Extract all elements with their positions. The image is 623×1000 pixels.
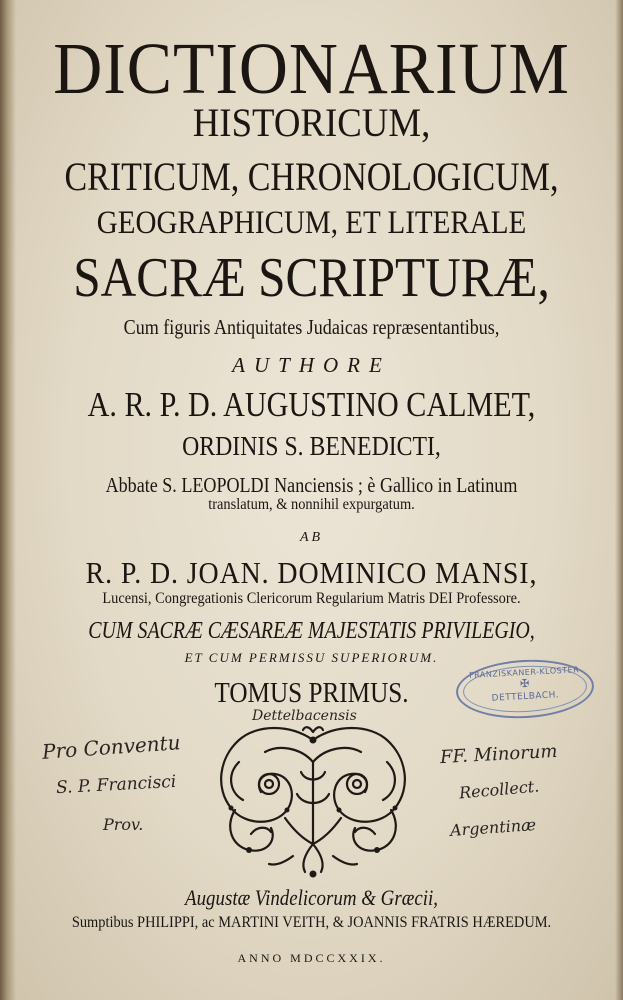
imprint-place: Augustæ Vindelicorum & Græcii, <box>185 885 438 910</box>
handwritten-left-2: S. P. Francisci <box>55 771 177 799</box>
handwritten-left-1: Pro Conventu <box>41 730 182 764</box>
title-line-2: HISTORICUM, <box>192 100 431 145</box>
author-order: ORDINIS S. BENEDICTI, <box>182 431 441 461</box>
binding-shadow-left <box>0 0 16 1000</box>
handwritten-dettelbacensis: Dettelbacensis <box>252 708 357 724</box>
permission-line: ET CUM PERMISSU SUPERIORUM. <box>184 650 439 665</box>
handwritten-right-2: Recollect. <box>458 776 540 803</box>
privilege-line: CUM SACRÆ CÆSAREÆ MAJESTATIS PRIVILEGIO, <box>88 618 535 644</box>
page-edge-right <box>615 0 623 1000</box>
handwritten-right-3: Argentinæ <box>449 815 537 840</box>
ab-label: AB <box>299 530 324 545</box>
stamp-line-1: FRANZISKANER-KLOSTER <box>468 665 580 680</box>
imprint-year: ANNO MDCCXXIX. <box>237 951 386 965</box>
title-line-5: SACRÆ SCRIPTURÆ, <box>73 247 550 309</box>
cross-emblem-icon: ✠ <box>519 676 530 691</box>
handwritten-left-3: Prov. <box>103 815 144 834</box>
handwritten-right-1: FF. Minorum <box>439 740 558 769</box>
library-stamp <box>455 656 596 721</box>
printers-ornament-icon <box>205 722 421 882</box>
abbot-line: Abbate S. LEOPOLDI Nanciensis ; è Gallico in Latinum <box>105 473 518 497</box>
author-label: AUTHORE <box>232 353 391 377</box>
title-line-3: CRITICUM, CHRONOLOGICUM, <box>64 154 559 199</box>
translator-name: R. P. D. JOAN. DOMINICO MANSI, <box>85 555 538 590</box>
stamp-line-2: DETTELBACH. <box>491 690 560 704</box>
volume-label: TOMUS PRIMUS. <box>214 678 409 709</box>
translator-description: Lucensi, Congregationis Clericorum Regularium Matris DEI Professore. <box>102 590 521 607</box>
author-name: A. R. P. D. AUGUSTINO CALMET, <box>87 385 536 424</box>
title-line-1: DICTIONARIUM <box>53 28 570 109</box>
title-line-4: GEOGRAPHICUM, ET LITERALE <box>96 205 527 241</box>
subtitle: Cum figuris Antiquitates Judaicas repræsentantibus, <box>123 315 500 339</box>
translation-line: translatum, & nonnihil expurgatum. <box>208 496 415 513</box>
imprint-publisher: Sumptibus PHILIPPI, ac MARTINI VEITH, & JOANNIS FRATRIS HÆREDUM. <box>71 914 552 931</box>
